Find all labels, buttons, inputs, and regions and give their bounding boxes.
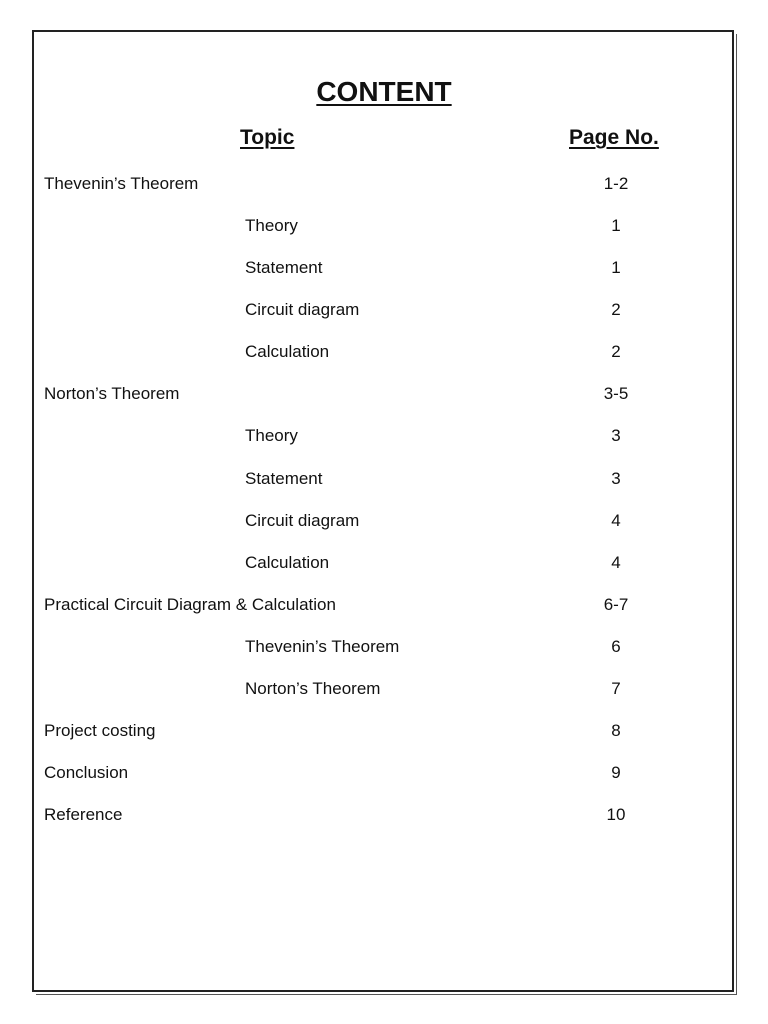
toc-page-number: 3 (611, 426, 621, 445)
toc-page-number: 6 (611, 637, 621, 656)
toc-topic: Statement (245, 469, 323, 488)
toc-topic: Norton’s Theorem (44, 384, 180, 403)
toc-topic: Reference (44, 805, 123, 824)
toc-row (0, 551, 768, 575)
toc-row (0, 340, 768, 364)
toc-topic: Statement (245, 258, 323, 277)
toc-page-number: 7 (611, 679, 621, 698)
toc-page-number: 4 (611, 553, 621, 572)
toc-topic: Thevenin’s Theorem (245, 637, 400, 656)
toc-row (0, 214, 768, 238)
toc-page-number: 2 (611, 300, 621, 319)
toc-page-number: 6-7 (603, 595, 629, 614)
toc-topic: Theory (245, 426, 298, 445)
toc-row (0, 467, 768, 491)
page-title: CONTENT (316, 76, 452, 107)
toc-row (0, 803, 768, 827)
toc-page-number: 3 (611, 469, 621, 488)
toc-page-number: 8 (611, 721, 621, 740)
toc-page-number: 1 (611, 258, 621, 277)
toc-topic: Theory (245, 216, 298, 235)
toc-topic: Calculation (245, 553, 330, 572)
topic-column-header: Topic (240, 126, 295, 149)
toc-row (0, 172, 768, 196)
toc-row (0, 593, 768, 617)
page-number-column-header: Page No. (569, 126, 659, 149)
toc-page-number: 1-2 (603, 174, 629, 193)
toc-topic: Thevenin’s Theorem (44, 174, 199, 193)
toc-row (0, 677, 768, 701)
toc-row (0, 719, 768, 743)
toc-page-number: 10 (606, 805, 626, 824)
toc-topic: Calculation (245, 342, 330, 361)
toc-row (0, 256, 768, 280)
toc-row (0, 635, 768, 659)
toc-topic: Project costing (44, 721, 156, 740)
toc-page-number: 3-5 (603, 384, 629, 403)
toc-topic: Practical Circuit Diagram & Calculation (44, 595, 336, 614)
toc-row (0, 509, 768, 533)
toc-topic: Norton’s Theorem (245, 679, 381, 698)
toc-page-number: 2 (611, 342, 621, 361)
toc-row (0, 761, 768, 785)
toc-topic: Conclusion (44, 763, 129, 782)
toc-topic: Circuit diagram (245, 511, 360, 530)
toc-row (0, 298, 768, 322)
toc-page-number: 4 (611, 511, 621, 530)
toc-page-number: 9 (611, 763, 621, 782)
toc-page-number: 1 (611, 216, 621, 235)
toc-row (0, 424, 768, 448)
toc-row (0, 382, 768, 406)
toc-topic: Circuit diagram (245, 300, 360, 319)
